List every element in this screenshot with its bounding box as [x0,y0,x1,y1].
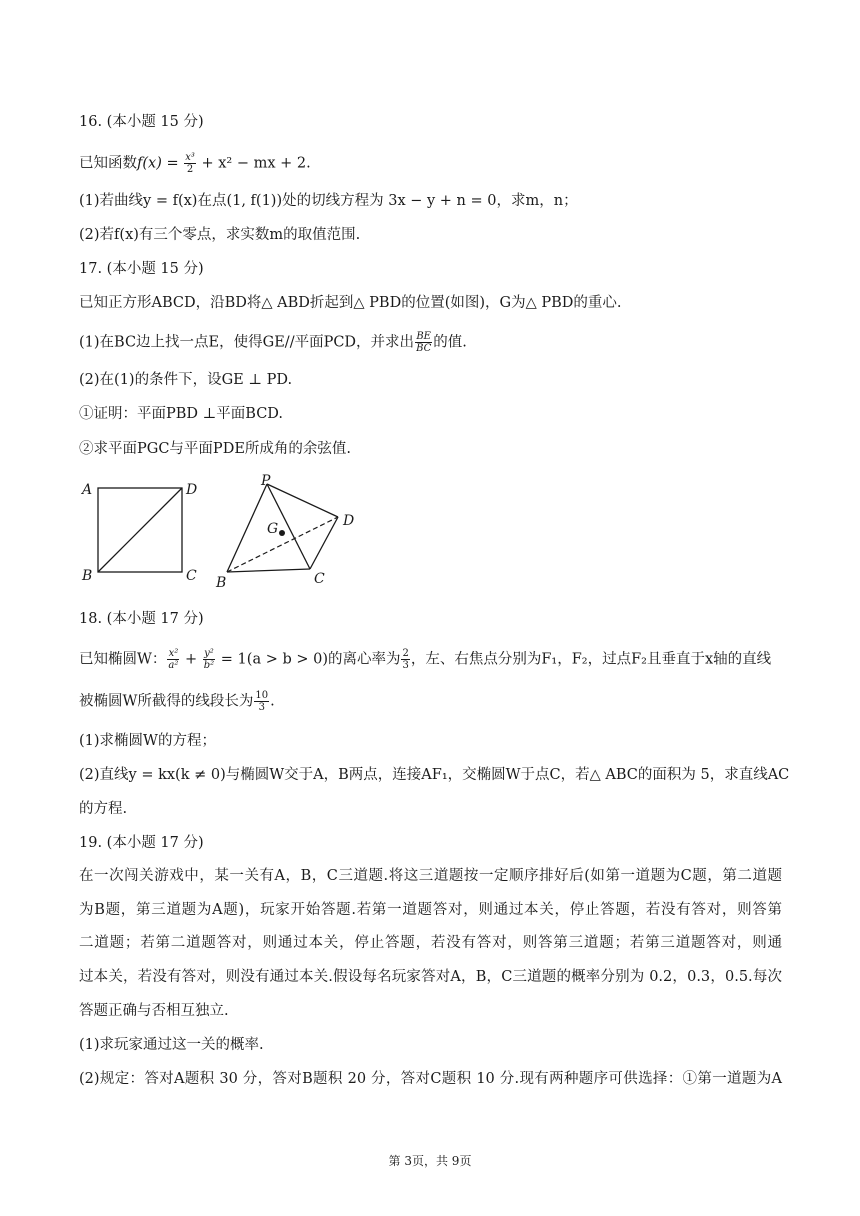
label-g: G [267,521,279,537]
diagonal-bd [98,488,182,572]
page-footer: 第 3页，共 9页 [388,1154,472,1168]
edge-pb [227,484,267,572]
q18-plus: + [185,651,198,668]
q18-frac-y: $\frac{\text{y²}}{\text{b²}}$ [203,648,215,671]
label-b2: B [216,575,227,590]
q17-header: 17. (本小题 15 分) [79,261,204,277]
q18-frac-x: $\frac{\text{x²}}{\text{a²}}$ [168,648,179,671]
q18-frac-len: $\frac{10}{3}$ [255,690,269,713]
q18-part2-b: 的方程. [79,801,128,817]
q18-stem-a: 已知椭圆W： [79,651,167,668]
q16-fraction: $\frac{\text{x³}}{2}$ [185,152,195,175]
label-d: D [186,482,198,498]
q18-frac-e: $\frac{2}{3}$ [402,648,409,671]
centroid-g [279,530,285,536]
q17-sub2: ②求平面PGC与平面PDE所成角的余弦值. [79,441,352,457]
q16-stem-rest: + x² − mx + 2. [201,155,311,172]
q18-stem-c: ，左、右焦点分别为F₁，F₂，过点F₂且垂直于x轴的直线 [410,651,772,668]
square-figure [80,482,197,584]
q18-line2-text: 被椭圆W所截得的线段长为 [79,693,254,710]
q17-part1-text: (1)在BC边上找一点E，使得GE//平面PCD，并求出 [79,334,415,351]
q16-header: 16. (本小题 15 分) [79,114,204,130]
q17-figures [70,470,370,590]
q19-p4: 过本关，若没有答对，则没有通过本关.假设每名玩家答对A，B，C三道题的概率分别为 0.2，0.3，0.5.每次 [79,969,782,985]
q17-part1-end: 的值. [433,334,467,351]
q19-header: 19. (本小题 17 分) [79,835,204,851]
q18-part1: (1)求椭圆W的方程； [79,733,216,749]
label-d2: D [343,513,355,529]
q17-fraction: $\frac{BE}{BC}$ [416,331,432,354]
q18-stem-b: = 1(a > b > 0)的离心率为 [220,651,401,668]
q17-part2: (2)在(1)的条件下，设GE ⊥ PD. [79,372,293,388]
edge-bc [227,569,310,572]
q17-sub1: ①证明：平面PBD ⊥平面BCD. [79,406,284,422]
q19-p3: 二道题；若第二道题答对，则通过本关，停止答题，若没有答对，则答第三道题；若第三道题答对，则通 [79,935,782,951]
q16-stem-prefix: 已知函数 [79,155,137,172]
q18-part2-a: (2)直线y = kx(k ≠ 0)与椭圆W交于A，B两点，连接AF₁，交椭圆W于点C，若△ ABC的面积为 5，求直线AC [79,767,790,783]
q16-eq: = [166,155,179,172]
label-c: C [186,568,197,584]
q16-stem [79,152,782,175]
q18-line2 [79,690,782,713]
q16-part2: (2)若f(x)有三个零点，求实数m的取值范围. [79,227,361,243]
edge-bd-dashed [227,517,338,572]
q19-p2: 为B题，第三道题为A题)，玩家开始答题.若第一道题答对，则通过本关，停止答题，若没有答对，则答第 [79,902,782,918]
q19-p5: 答题正确与否相互独立. [79,1003,229,1019]
edge-cd [310,517,338,569]
label-b: B [82,568,93,584]
q19-part2: (2)规定：答对A题积 30 分，答对B题积 20 分，答对C题积 10 分.现有两种题序可供选择：①第一道题为A [79,1071,782,1087]
folded-figure [215,473,354,590]
label-c2: C [314,571,325,587]
q19-p1: 在一次闯关游戏中，某一关有A，B，C三道题.将这三道题按一定顺序排好后(如第一道题为C题，第二道题 [79,868,782,884]
edge-pd [267,484,338,517]
label-a: A [82,482,93,498]
q18-header: 18. (本小题 17 分) [79,611,204,627]
q17-part1 [79,331,782,354]
q17-stem: 已知正方形ABCD，沿BD将△ ABD折起到△ PBD的位置(如图)，G为△ PBD的重心. [79,295,622,311]
label-p: P [261,473,271,489]
q19-part1: (1)求玩家通过这一关的概率. [79,1037,264,1053]
q16-part1: (1)若曲线y = f(x)在点(1, f(1))处的切线方程为 3x − y + n = 0，求m，n； [79,193,578,209]
q18-line2-end: . [270,693,275,710]
q18-stem [79,648,782,671]
q16-fx: f(x) [137,155,162,172]
